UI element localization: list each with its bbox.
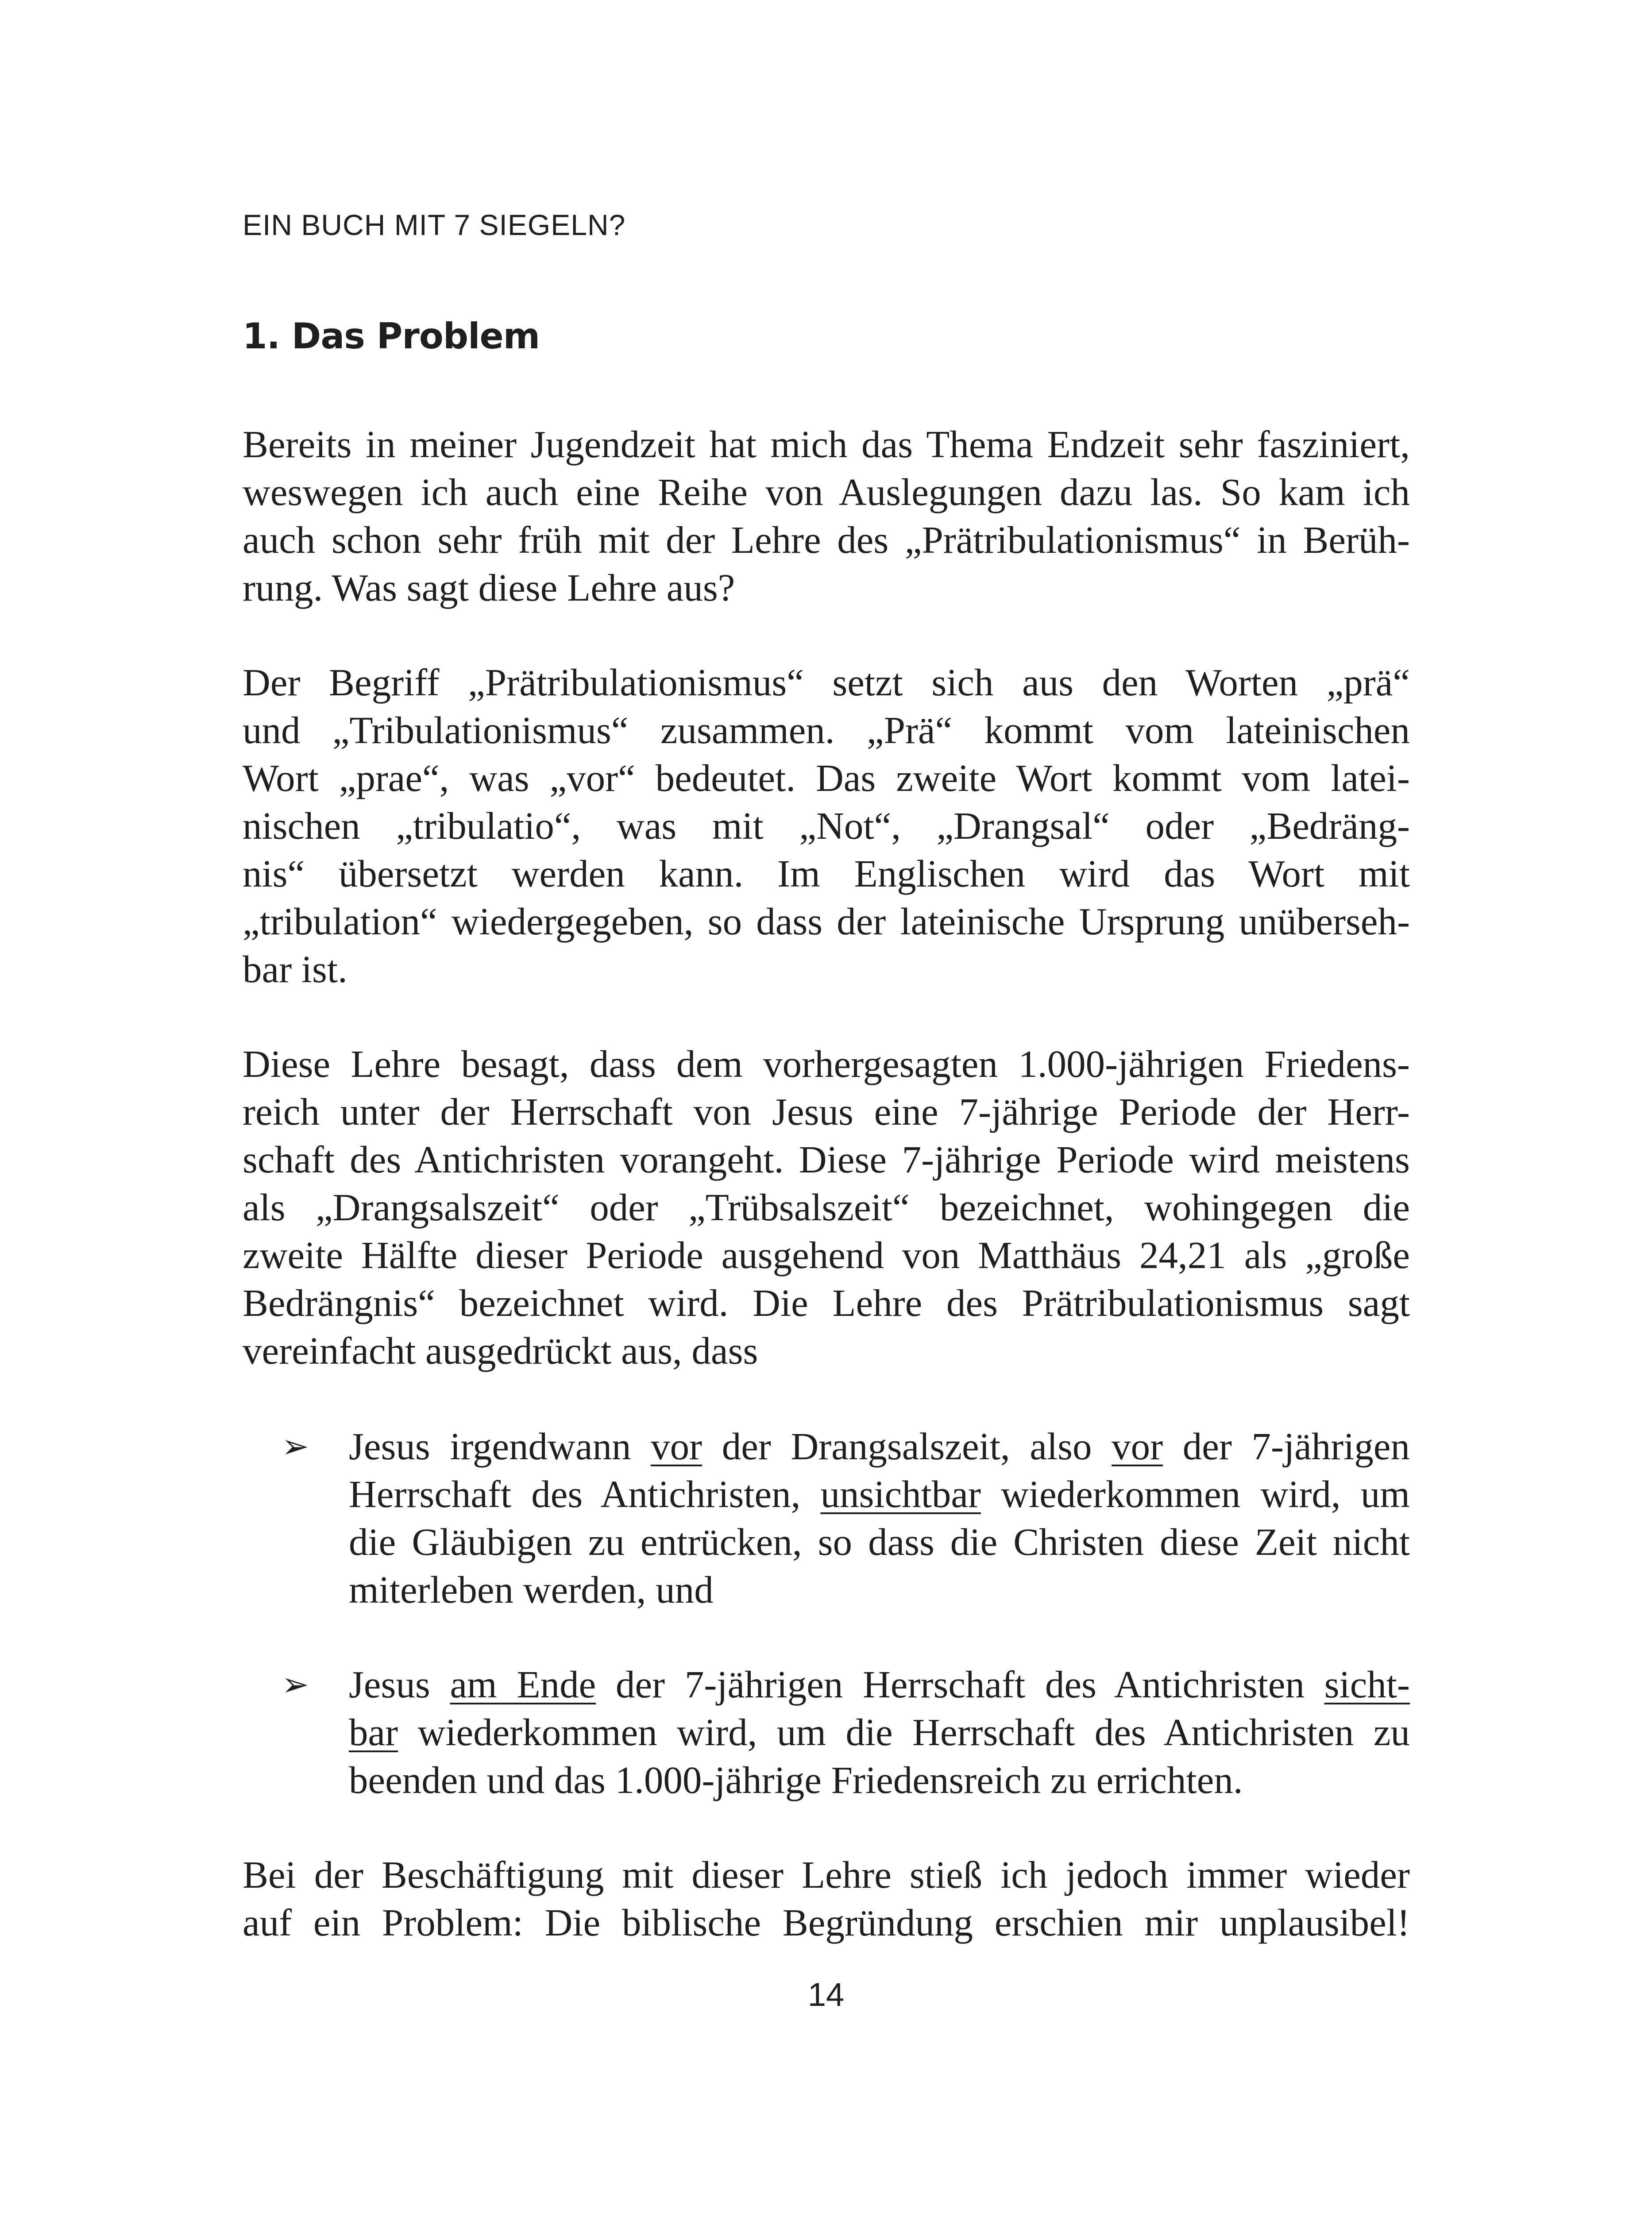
text-line: nis“ übersetzt werden kann. Im Englischen wird das Wort mit [243, 852, 1410, 895]
arrow-bullet-icon: ➢ [282, 1666, 309, 1704]
underlined-word: sicht- [1324, 1663, 1410, 1706]
text-line: Bei der Beschäftigung mit dieser Lehre stieß ich jedoch immer wieder [243, 1853, 1410, 1896]
text-line: auf ein Problem: Die biblische Begründung erschien mir unplausibel! [243, 1901, 1410, 1944]
text-line: miterleben werden, und [349, 1568, 714, 1611]
text-line: Diese Lehre besagt, dass dem vorhergesagten 1.000-jährigen Friedens- [243, 1042, 1410, 1085]
page-number: 14 [807, 1976, 845, 2013]
text-line: Jesus irgendwann vor der Drangsalszeit, also vor der 7-jährigen [349, 1425, 1410, 1468]
text-line: beenden und das 1.000-jährige Friedensreich zu errichten. [349, 1758, 1243, 1801]
text-line: schaft des Antichristen vorangeht. Diese 7-jährige Periode wird meistens [243, 1138, 1410, 1181]
text-line: Bedrängnis“ bezeichnet wird. Die Lehre des Prätribulationismus sagt [243, 1281, 1410, 1324]
text-line: vereinfacht ausgedrückt aus, dass [243, 1329, 758, 1372]
underlined-word: am Ende [450, 1663, 596, 1706]
text-line: weswegen ich auch eine Reihe von Auslegungen dazu las. So kam ich [243, 470, 1410, 513]
text-line: reich unter der Herrschaft von Jesus eine 7-jährige Periode der Herr- [243, 1090, 1410, 1133]
underlined-word: bar [349, 1711, 398, 1754]
text-line: zweite Hälfte dieser Periode ausgehend von Matthäus 24,21 als „große [243, 1234, 1410, 1276]
text-line: Herrschaft des Antichristen, unsichtbar wiederkommen wird, um [349, 1473, 1410, 1515]
text-line: Bereits in meiner Jugendzeit hat mich das Thema Endzeit sehr fasziniert, [243, 423, 1410, 466]
underlined-word: vor [1112, 1425, 1163, 1468]
text-line: als „Drangsalszeit“ oder „Trübsalszeit“ bezeichnet, wohingegen die [243, 1186, 1410, 1229]
arrow-bullet-icon: ➢ [282, 1427, 309, 1465]
text-line: rung. Was sagt diese Lehre aus? [243, 566, 735, 609]
text-line: bar ist. [243, 948, 347, 991]
text-line: Wort „prae“, was „vor“ bedeutet. Das zweite Wort kommt vom latei- [243, 756, 1410, 799]
text-line: auch schon sehr früh mit der Lehre des „Prätribulationismus“ in Berüh- [243, 518, 1410, 561]
chapter-heading: 1. Das Problem [243, 316, 540, 357]
text-line: bar wiederkommen wird, um die Herrschaft des Antichristen zu [349, 1711, 1410, 1754]
text-line: und „Tribulationismus“ zusammen. „Prä“ kommt vom lateinischen [243, 709, 1410, 752]
text-line: nischen „tribulatio“, was mit „Not“, „Drangsal“ oder „Bedräng- [243, 804, 1410, 847]
text-line: Jesus am Ende der 7-jährigen Herrschaft des Antichristen sicht- [349, 1663, 1410, 1706]
underlined-word: vor [651, 1425, 702, 1468]
text-line: Der Begriff „Prätribulationismus“ setzt sich aus den Worten „prä“ [243, 661, 1410, 704]
underlined-word: unsichtbar [820, 1473, 981, 1515]
text-line: „tribulation“ wiedergegeben, so dass der lateinische Ursprung unüberseh- [243, 900, 1410, 943]
text-line: die Gläubigen zu entrücken, so dass die Christen diese Zeit nicht [349, 1520, 1410, 1563]
running-head: EIN BUCH MIT 7 SIEGELN? [243, 208, 626, 241]
